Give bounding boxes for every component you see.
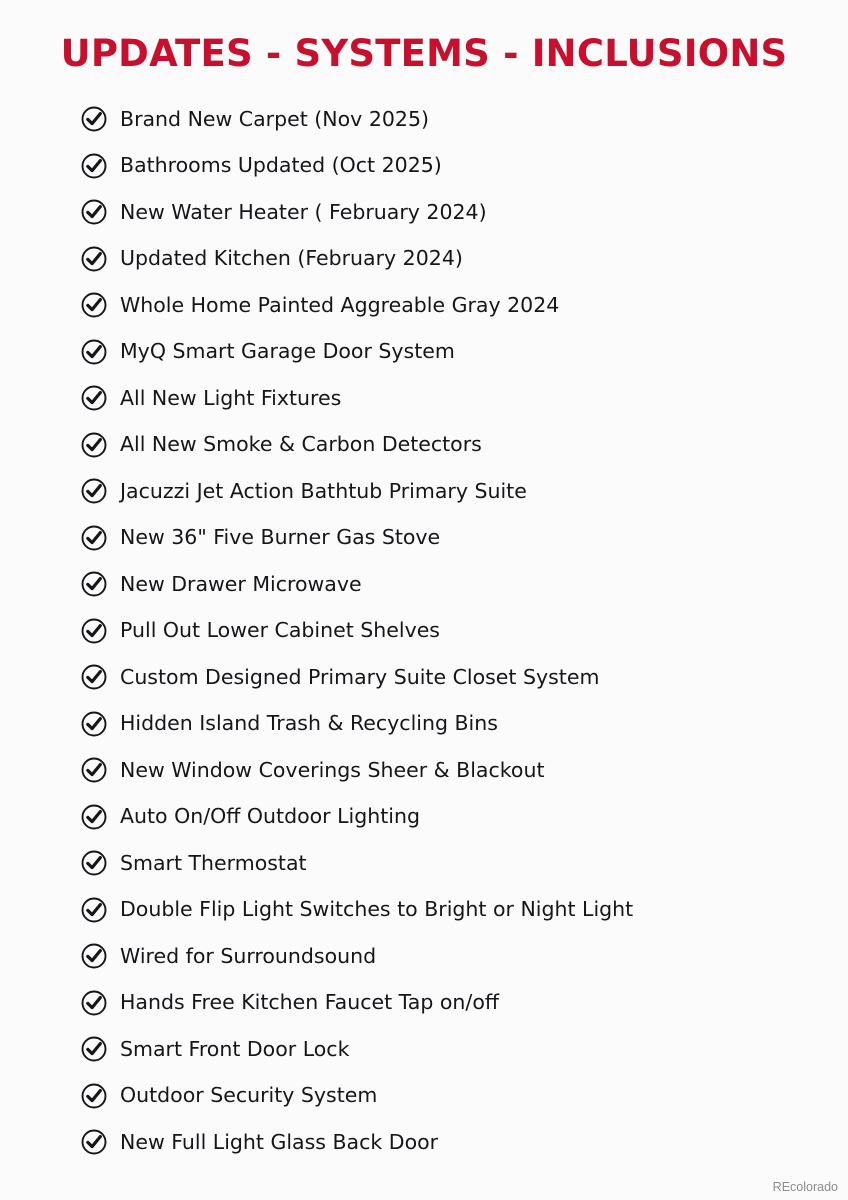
list-item [80, 840, 820, 887]
check-circle-icon [80, 570, 108, 598]
list-item-label: Pull Out Lower Cabinet Shelves [120, 618, 440, 643]
list-item [80, 1073, 820, 1120]
check-circle-icon [80, 710, 108, 738]
check-circle-icon [80, 384, 108, 412]
list-item [80, 933, 820, 980]
list-item [80, 96, 820, 143]
check-circle-icon [80, 896, 108, 924]
check-circle-icon [80, 105, 108, 133]
check-circle-icon [80, 942, 108, 970]
list-item-label: New Drawer Microwave [120, 571, 362, 596]
check-circle-icon [80, 291, 108, 319]
check-circle-icon [80, 756, 108, 784]
list-item-label: Outdoor Security System [120, 1083, 378, 1108]
list-item-label: Jacuzzi Jet Action Bathtub Primary Suite [120, 478, 527, 503]
check-circle-icon [80, 477, 108, 505]
list-item [80, 236, 820, 283]
check-circle-icon [80, 524, 108, 552]
list-item [80, 143, 820, 190]
list-item-label: Hidden Island Trash & Recycling Bins [120, 711, 498, 736]
list-item [80, 561, 820, 608]
check-circle-icon [80, 338, 108, 366]
list-item [80, 515, 820, 562]
list-item-label: Updated Kitchen (February 2024) [120, 246, 463, 271]
check-circle-icon [80, 989, 108, 1017]
list-item-label: Bathrooms Updated (Oct 2025) [120, 153, 442, 178]
check-circle-icon [80, 431, 108, 459]
check-circle-icon [80, 1035, 108, 1063]
list-item [80, 329, 820, 376]
list-item-label: Wired for Surroundsound [120, 943, 377, 968]
list-item-label: New Full Light Glass Back Door [120, 1129, 439, 1154]
list-item [80, 747, 820, 794]
list-item-label: New 36" Five Burner Gas Stove [120, 525, 441, 550]
list-item [80, 1119, 820, 1166]
list-item [80, 189, 820, 236]
list-item-label: Whole Home Painted Aggreable Gray 2024 [120, 292, 560, 317]
list-item [80, 608, 820, 655]
list-item-label: Auto On/Off Outdoor Lighting [120, 804, 420, 829]
list-item-label: All New Smoke & Carbon Detectors [120, 432, 482, 457]
list-item [80, 794, 820, 841]
list-item [80, 1026, 820, 1073]
check-circle-icon [80, 849, 108, 877]
list-item-label: Custom Designed Primary Suite Closet System [120, 664, 600, 689]
list-item [80, 422, 820, 469]
list-item [80, 375, 820, 422]
list-item [80, 654, 820, 701]
list-item-label: Hands Free Kitchen Faucet Tap on/off [120, 990, 499, 1015]
list-item-label: Smart Thermostat [120, 850, 307, 875]
features-list [80, 96, 820, 1166]
list-item-label: All New Light Fixtures [120, 385, 342, 410]
check-circle-icon [80, 803, 108, 831]
list-item [80, 701, 820, 748]
page-title: UPDATES - SYSTEMS - INCLUSIONS [60, 32, 788, 75]
list-item-label: Brand New Carpet (Nov 2025) [120, 106, 429, 131]
list-item-label: New Window Coverings Sheer & Blackout [120, 757, 545, 782]
list-item [80, 980, 820, 1027]
watermark: REcolorado [772, 1180, 838, 1194]
list-item-label: Smart Front Door Lock [120, 1036, 350, 1061]
check-circle-icon [80, 245, 108, 273]
check-circle-icon [80, 1082, 108, 1110]
list-item [80, 887, 820, 934]
list-item-label: MyQ Smart Garage Door System [120, 339, 455, 364]
list-item-label: Double Flip Light Switches to Bright or Night Light [120, 897, 634, 922]
list-item-label: New Water Heater ( February 2024) [120, 199, 487, 224]
check-circle-icon [80, 1128, 108, 1156]
check-circle-icon [80, 617, 108, 645]
check-circle-icon [80, 663, 108, 691]
check-circle-icon [80, 152, 108, 180]
list-item [80, 468, 820, 515]
list-item [80, 282, 820, 329]
check-circle-icon [80, 198, 108, 226]
